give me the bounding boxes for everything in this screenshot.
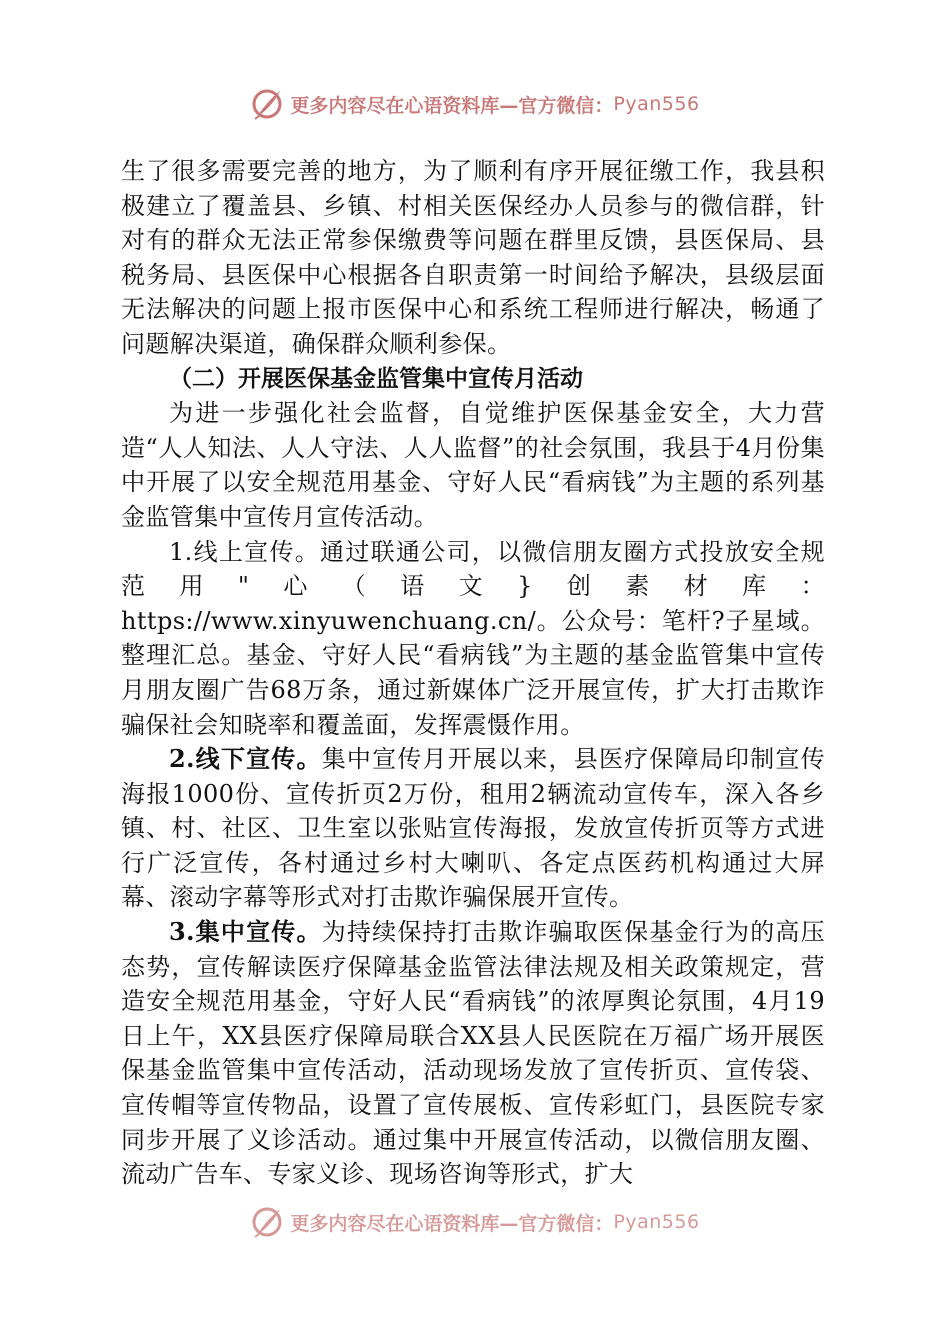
paragraph-1: 生了很多需要完善的地方，为了顺利有序开展征缴工作，我县积极建立了覆盖县、乡镇、村相关医保经办人员参与的微信群，针对有的群众无法正常参保缴费等问题在群里反馈，县医保局、县税务局、县医保中心根据各自职责第一时间给予解决，县级层面无法解决的问题上报市医保中心和系统工程师进行解决，畅通了问题解决渠道，确保群众顺利参保。	[121, 157, 825, 358]
watermark-wechat-id: Pyan556	[613, 93, 700, 115]
paragraph-3: 1.线上宣传。通过联通公司，以微信朋友圈方式投放安全规范用"心（语文}创素材库：https://www.xinyuwenchuang.cn/。公众号：笔杆?子星域。整理汇总。基金、守好人民“看病钱”为主题的基金监管集中宣传月朋友圈广告68万条，通过新媒体广泛开展宣传，扩大打击欺诈骗保社会知晓率和覆盖面，发挥震慑作用。	[121, 537, 825, 739]
watermark-text: 更多内容尽在心语资料库—官方微信：	[290, 1212, 614, 1235]
watermark-text: 更多内容尽在心语资料库—官方微信：	[290, 94, 614, 117]
header-watermark	[0, 84, 950, 124]
document-body	[121, 154, 825, 1192]
quill-logo-icon	[250, 1205, 284, 1239]
paragraph-4	[121, 742, 825, 915]
paragraph-5	[121, 915, 825, 1192]
section-heading-2: （二）开展医保基金监管集中宣传月活动	[169, 364, 583, 392]
paragraph-4-text: 集中宣传月开展以来，县医疗保障局印制宣传海报1000份、宣传折页2万份，租用2辆流动宣传车，深入各乡镇、村、社区、卫生室以张贴宣传海报，发放宣传折页等方式进行广泛宣传，各村通过乡村大喇叭、各定点医药机构通过大屏幕、滚动字幕等形式对打击欺诈骗保展开宣传。	[121, 745, 826, 912]
watermark-wechat-id: Pyan556	[613, 1211, 700, 1233]
paragraph-2: 为进一步强化社会监督，自觉维护医保基金安全，大力营造“人人知法、人人守法、人人监督”的社会氛围，我县于4月份集中开展了以安全规范用基金、守好人民“看病钱”为主题的系列基金监管集中宣传月宣传活动。	[121, 399, 825, 531]
paragraph-4-lead: 2.线下宣传。	[169, 744, 322, 774]
footer-watermark	[0, 1202, 950, 1242]
paragraph-5-text: 为持续保持打击欺诈骗取医保基金行为的高压态势，宣传解读医疗保障基金监管法律法规及相关政策规定，营造安全规范用基金，守好人民“看病钱”的浓厚舆论氛围，4月19日上午，XX县医疗保障局联合XX县人民医院在万福广场开展医保基金监管集中宣传活动，活动现场发放了宣传折页、宣传袋、宣传帽等宣传物品，设置了宣传展板、宣传彩虹门，县医院专家同步开展了义诊活动。通过集中开展宣传活动，以微信朋友圈、流动广告车、专家义诊、现场咨询等形式，扩大	[121, 918, 826, 1189]
paragraph-5-lead: 3.集中宣传。	[169, 917, 322, 947]
quill-logo-icon	[250, 87, 284, 121]
